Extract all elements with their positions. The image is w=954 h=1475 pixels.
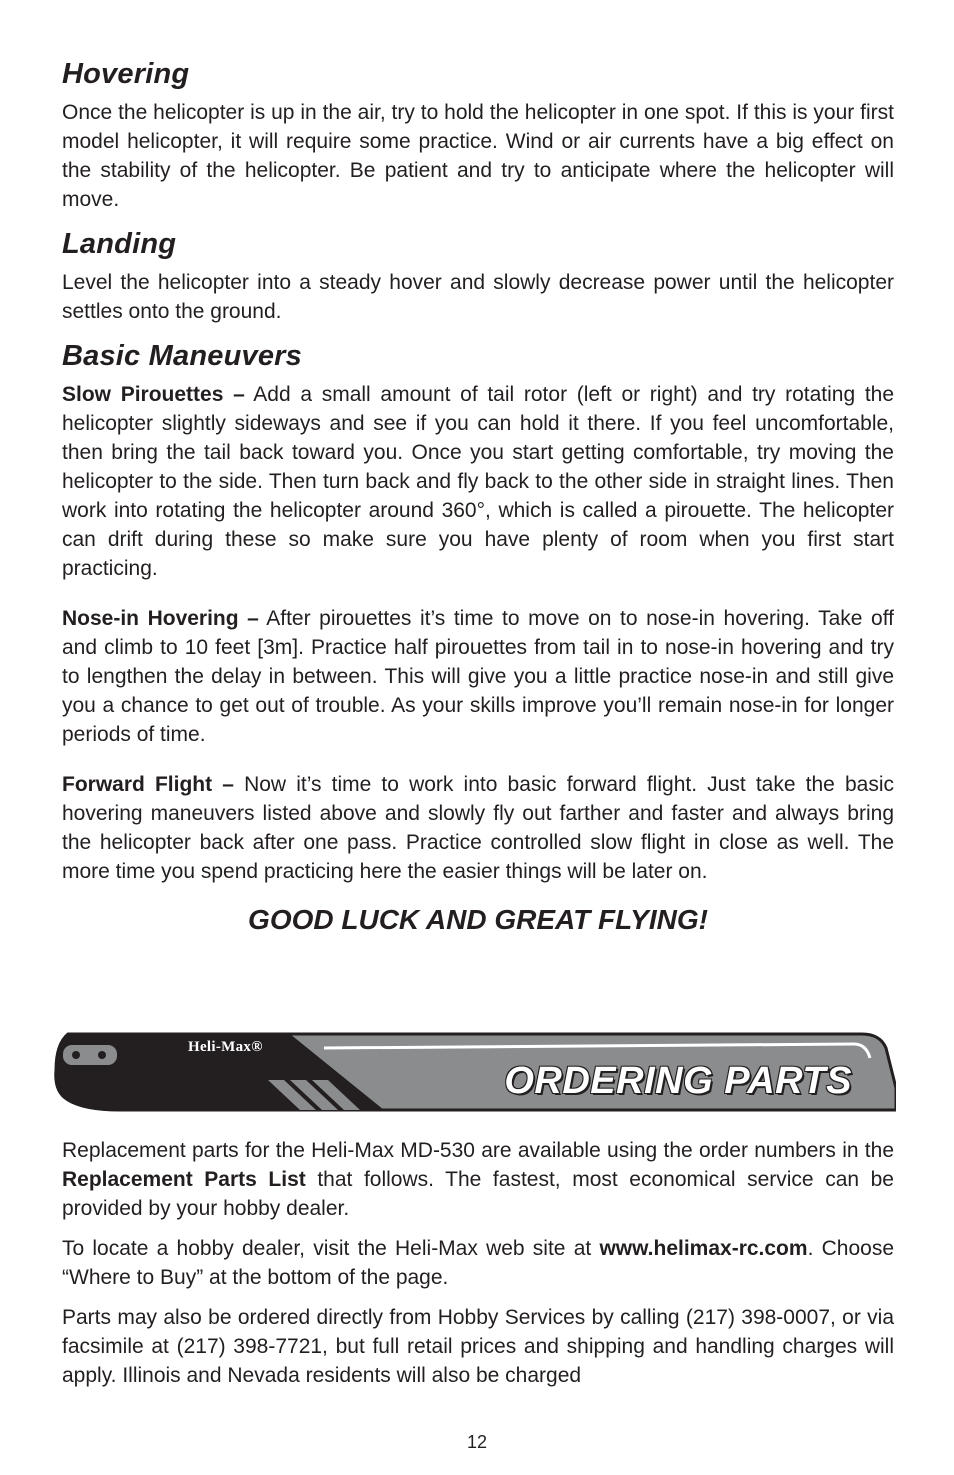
instructions-content — [62, 56, 894, 938]
section-title-landing: Landing — [62, 228, 177, 260]
banner-title: ORDERING PARTS — [504, 1060, 852, 1102]
parts-list-reference: Replacement Parts List — [62, 1168, 306, 1191]
paragraph-landing: Level the helicopter into a steady hover and slowly decrease power until the helicopter settles onto the ground. — [62, 271, 894, 323]
text-segment: . Choose “Where to Buy” at the bottom of the page. — [62, 1237, 894, 1289]
text-segment: To locate a hobby dealer, visit the Heli-Max web site at — [62, 1237, 600, 1260]
website-url: www.helimax-rc.com — [599, 1237, 808, 1260]
heli-max-logo: Heli-Max® — [188, 1039, 263, 1055]
paragraph-replacement-parts — [62, 1136, 894, 1223]
paragraph-slow-pirouettes — [62, 380, 894, 583]
page-number: 12 — [466, 1432, 488, 1452]
body-slow-pirouettes: Add a small amount of tail rotor (left or right) and try rotating the helicopter slightly sideways and see if you can hold it there. If you feel uncomfortable, then bring the tail back toward you. Once you start getting comfortable, try moving the helicopter to the side. Then turn back and fly back to the other side in straight lines. Then work into rotating the helicopter around 360°, which is called a pirouette. The helicopter can drift during these so make sure you have plenty of room when you first start practicing. — [62, 383, 895, 580]
paragraph-hobby-services: Parts may also be ordered directly from Hobby Services by calling (217) 398-0007, or via facsimile at (217) 398-7721, but full retail prices and shipping and handling charges will apply. Illinois and Nevada residents will also be charged — [62, 1306, 894, 1387]
paragraph-nose-in-hovering — [62, 604, 894, 749]
text-segment: Replacement parts for the Heli-Max MD-530 are available using the order numbers in the — [62, 1139, 894, 1162]
lead-nose-in-hovering: Nose-in Hovering – — [62, 607, 259, 630]
paragraph-hovering: Once the helicopter is up in the air, try to hold the helicopter in one spot. If this is your first model helicopter, it will require some practice. Wind or air currents have a big effect on the stability of the helicopter. Be patient and try to anticipate where the helicopter will move. — [62, 101, 894, 211]
body-forward-flight: Now it’s time to work into basic forward flight. Just take the basic hovering maneuvers listed above and slowly fly out farther and faster and always bring the helicopter back after one pass. Practice controlled slow flight in close as well. The more time you spend practicing here the easier things will be later on. — [62, 773, 894, 883]
blade-hole-icon — [72, 1051, 80, 1059]
paragraph-hobby-dealer — [62, 1234, 894, 1292]
ordering-parts-banner — [54, 1030, 896, 1114]
paragraph-forward-flight — [62, 770, 894, 886]
text-segment: that follows. The fastest, most economical service can be provided by your hobby dealer. — [62, 1168, 894, 1220]
blade-mount-plate — [62, 1044, 118, 1066]
section-title-hovering: Hovering — [62, 58, 190, 90]
lead-forward-flight: Forward Flight – — [62, 773, 234, 796]
good-luck-heading: GOOD LUCK AND GREAT FLYING! — [248, 904, 708, 935]
section-title-basic-maneuvers: Basic Maneuvers — [62, 340, 302, 372]
lead-slow-pirouettes: Slow Pirouettes – — [62, 383, 245, 406]
body-nose-in-hovering: After pirouettes it’s time to move on to nose-in hovering. Take off and climb to 10 feet [3m]. Practice half pirouettes from tail in to nose-in hovering and try to lengthen the delay in between. This will give you a little practice nose-in and still give you a chance to get out of trouble. As your skills improve you’ll remain nose-in for longer periods of time. — [62, 607, 894, 746]
ordering-content — [62, 1136, 894, 1390]
blade-hole-icon — [98, 1051, 106, 1059]
